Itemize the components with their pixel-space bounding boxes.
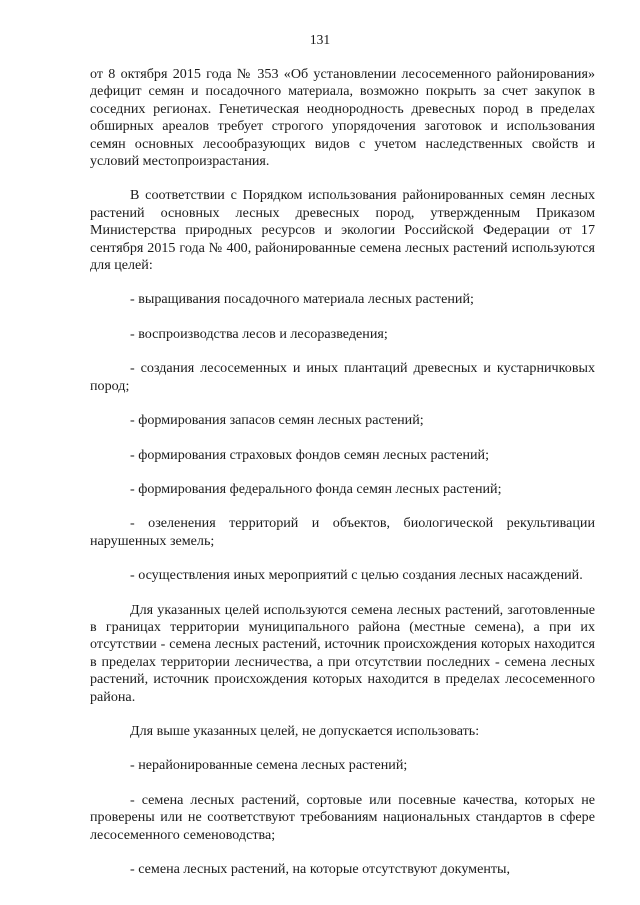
purposes-list — [90, 291, 595, 584]
prohibited-list — [90, 757, 595, 878]
paragraph-order: В соответствии с Порядком использования районированных семян лесных растений основных лесных древесных пород, утвержденным Приказом Министерства природных ресурсов и экологии Российской Федерации от 17 сентября 2015 года № 400, районированные семена лесных растений используются для целей: — [90, 187, 595, 274]
list-item: - озеленения территорий и объектов, биологической рекультивации нарушенных земель; — [90, 515, 595, 549]
list-item: - формирования страховых фондов семян лесных растений; — [130, 446, 489, 463]
list-item: - выращивания посадочного материала лесных растений; — [130, 291, 474, 308]
list-item: - осуществления иных мероприятий с целью создания лесных насаждений. — [130, 567, 583, 584]
list-item: - семена лесных растений, на которые отсутствуют документы, — [130, 861, 511, 877]
list-item: - воспроизводства лесов и лесоразведения; — [130, 325, 388, 342]
list-item: - формирования запасов семян лесных растений; — [130, 412, 424, 429]
document-body — [90, 66, 595, 895]
list-item: - семена лесных растений, сортовые или посевные качества, которых не проверены или не соответствуют требованиям национальных стандартов в сфере лесосеменного семеноводства; — [90, 791, 595, 843]
list-item: - создания лесосеменных и иных плантаций древесных и кустарничковых пород; — [90, 360, 595, 394]
list-item: - формирования федерального фонда семян лесных растений; — [130, 480, 502, 497]
page-number: 131 — [309, 32, 331, 47]
paragraph-sources: Для указанных целей используются семена лесных растений, заготовленные в границах территории муниципального района (местные семена), а при их отсутствии - семена лесных растений, источник происхождения которых находится в пределах территории лесничества, а при отсутствии последних - семена лесных растений, источник происхождения которых находится в пределах лесосеменного района. — [90, 601, 595, 705]
intro-paragraph: от 8 октября 2015 года № 353 «Об установлении лесосеменного районирования» дефицит семян и посадочного материала, возможно покрыть за счет закупок в соседних регионах. Генетическая неоднородность древесных пород в пределах обширных ареалов требует строгого упорядочения заготовок и использования семян основных лесообразующих видов с учетом наследственных свойств и условий местопроизрастания. — [90, 66, 595, 170]
list-item: - нерайонированные семена лесных растений; — [130, 757, 408, 774]
paragraph-prohibited: Для выше указанных целей, не допускается использовать: — [130, 722, 480, 739]
